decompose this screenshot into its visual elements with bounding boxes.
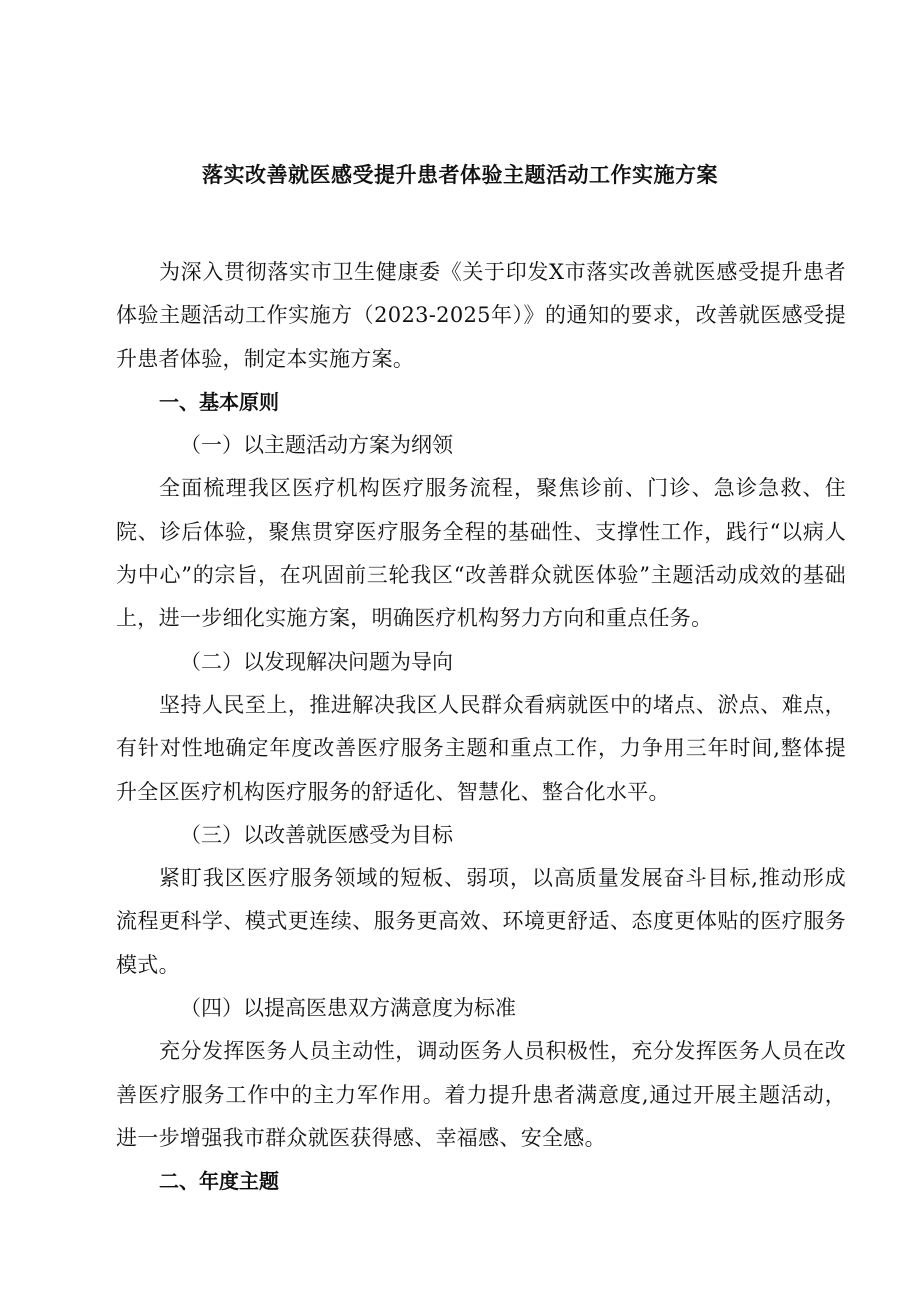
intro-paragraph: 为深入贯彻落实市卫生健康委《关于印发X市落实改善就医感受提升患者体验主题活动工作实施方（2023-2025年）》的通知的要求，改善就医感受提升患者体验，制定本实施方案。 (116, 260, 846, 371)
document-title: 落实改善就医感受提升患者体验主题活动工作实施方案 (202, 163, 718, 187)
subsection-paragraph-4: 充分发挥医务人员主动性，调动医务人员积极性，充分发挥医务人员在改善医疗服务工作中的主力军作用。着力提升患者满意度,通过开展主题活动，进一步增强我市群众就医获得感、幸福感、安全感。 (116, 1039, 846, 1150)
subsection-paragraph-1: 全面梳理我区医疗机构医疗服务流程，聚焦诊前、门诊、急诊急救、住院、诊后体验，聚焦贯穿医疗服务全程的基础性、支撑性工作，践行“以病人为中心”的宗旨，在巩固前三轮我区“改善群众就医体验”主题活动成效的基础上，进一步细化实施方案，明确医疗机构努力方向和重点任务。 (116, 476, 846, 631)
subsection-heading-1: （一）以主题活动方案为纲领 (180, 433, 453, 458)
section-heading-annual-theme: 二、年度主题 (159, 1169, 279, 1194)
section-heading-basic-principles: 一、基本原则 (159, 389, 279, 414)
subsection-heading-2: （二）以发现解决问题为导向 (180, 649, 453, 674)
subsection-paragraph-3: 紧盯我区医疗服务领域的短板、弱项，以高质量发展奋斗目标,推动形成流程更科学、模式更连续、服务更高效、环境更舒适、态度更体贴的医疗服务模式。 (116, 866, 846, 977)
document-body (116, 251, 846, 1204)
subsection-heading-3: （三）以改善就医感受为目标 (180, 822, 453, 847)
subsection-heading-4: （四）以提高医患双方满意度为标准 (180, 996, 516, 1021)
subsection-paragraph-2: 坚持人民至上，推进解决我区人民群众看病就医中的堵点、淤点、难点，有针对性地确定年度改善医疗服务主题和重点工作，力争用三年时间,整体提升全区医疗机构医疗服务的舒适化、智慧化、整合化水平。 (116, 692, 846, 804)
